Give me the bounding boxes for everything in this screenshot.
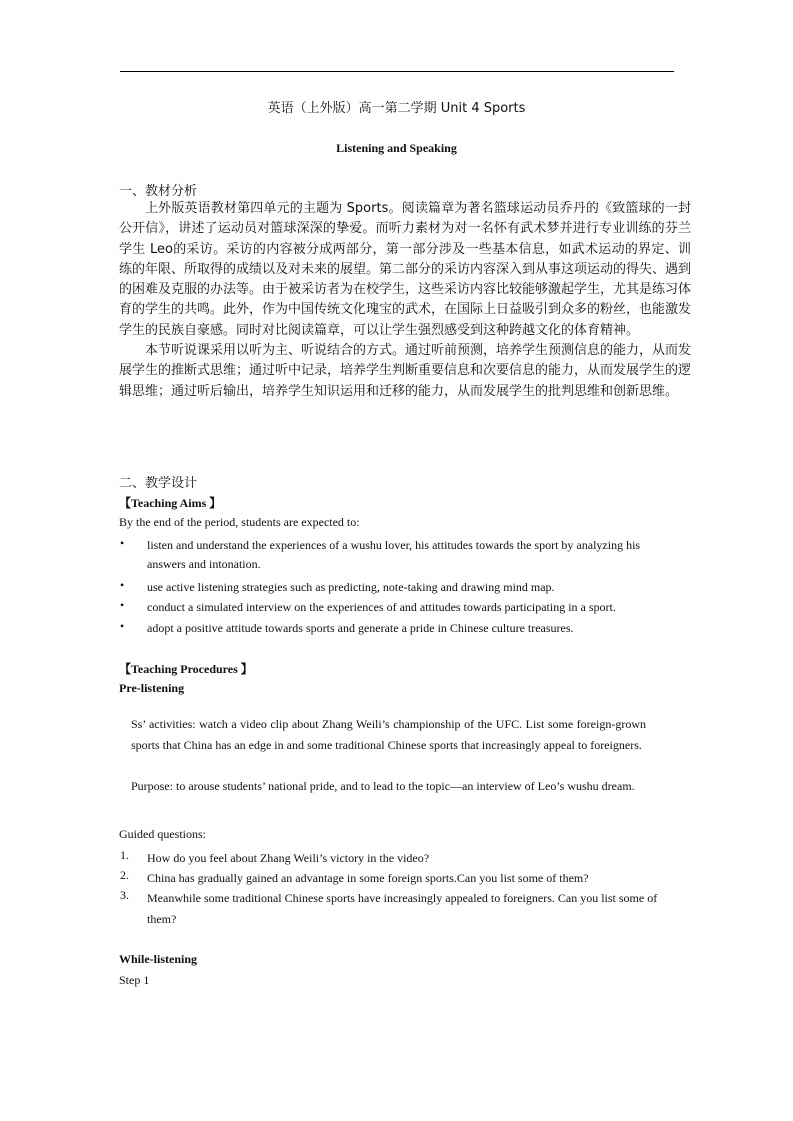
question-number: 1. [120,848,129,862]
aim-item: adopt a positive attitude towards sports and generate a pride in Chinese culture treasures. [147,621,574,635]
question-text: How do you feel about Zhang Weili’s victory in the video? [147,851,430,865]
guided-questions-heading: Guided questions: [119,827,206,841]
corner-marks: · · · · · · · · · [1,0,38,4]
aim-item: conduct a simulated interview on the experiences of and attitudes towards participating in a sport. [147,600,616,614]
while-listening-heading: While-listening [119,952,198,966]
teaching-aims-heading: 【Teaching Aims 】 [119,496,222,510]
section1-paragraph-2: 本节听说课采用以听为主、听说结合的方式。通过听前预测，培养学生预测信息的能力，从而发展学生的推断式思维；通过听中记录，培养学生判断重要信息和次要信息的能力，从而发展学生的逻辑思维；通过听后输出，培养学生知识运用和迁移的能力，从而发展学生的批判思维和创新思维。 [119,343,692,399]
bullet-icon: • [120,536,125,550]
aim-item: use active listening strategies such as predicting, note-taking and drawing mind map. [147,580,555,594]
section1-body [119,199,691,402]
question-text: China has gradually gained an advantage in some foreign sports.Can you list some of them? [147,871,589,885]
aim-item: listen and understand the experiences of a wushu lover, his attitudes towards the sport by analyzing his answers and intonation. [147,538,641,571]
aims-intro: By the end of the period, students are expected to: [119,515,360,529]
step-label: Step 1 [119,973,150,987]
section2-heading: 二、教学设计 [119,476,198,491]
pre-listening-heading: Pre-listening [119,681,185,695]
bullet-icon: • [120,598,125,612]
purpose-text: Purpose: to arouse students’ national pride, and to lead to the topic—an interview of Leo’s wushu dream. [131,779,635,793]
pre-listening-purpose [131,776,646,797]
teaching-procedures-heading: 【Teaching Procedures 】 [119,662,253,676]
document-title: 英语（上外版）高一第二学期 Unit 4 Sports [267,101,526,116]
bullet-icon: • [120,578,125,592]
question-number: 3. [120,888,129,902]
section1-heading: 一、教材分析 [119,184,198,199]
activities-text: Ss’ activities: watch a video clip about Zhang Weili’s championship of the UFC. List some foreign-grown sports that China has an edge in and some traditional Chinese sports that increasingly appeal to foreigners. [131,717,646,752]
section1-paragraph-1: 上外版英语教材第四单元的主题为 Sports。阅读篇章为著名篮球运动员乔丹的《致篮球的一封公开信》，讲述了运动员对篮球深深的挚爱。而听力素材为对一名怀有武术梦并进行专业训练的芬兰学生 Leo的采访。采访的内容被分成两部分，第一部分涉及一些基本信息，如武术运动的界定、训练的年限、所取得的成绩以及对未来的展望。第二部分的采访内容深入到从事这项运动的得失、遇到的困难及克服的办法等。由于被采访者为在校学生，这些采访内容比较能够激起学生，尤其是练习体育的学生的共鸣。此外，作为中国传统文化瑰宝的武术，在国际上日益吸引到众多的粉丝，也能激发学生的民族自豪感。同时对比阅读篇章，可以让学生强烈感受到这种跨越文化的体育精神。 [119,201,692,338]
question-number: 2. [120,868,129,882]
bullet-icon: • [120,619,125,633]
document-subtitle: Listening and Speaking [336,141,457,155]
pre-listening-activities [131,714,646,755]
header-rule [120,71,674,72]
question-text: Meanwhile some traditional Chinese sports have increasingly appealed to foreigners. Can you list some of them? [147,891,658,926]
